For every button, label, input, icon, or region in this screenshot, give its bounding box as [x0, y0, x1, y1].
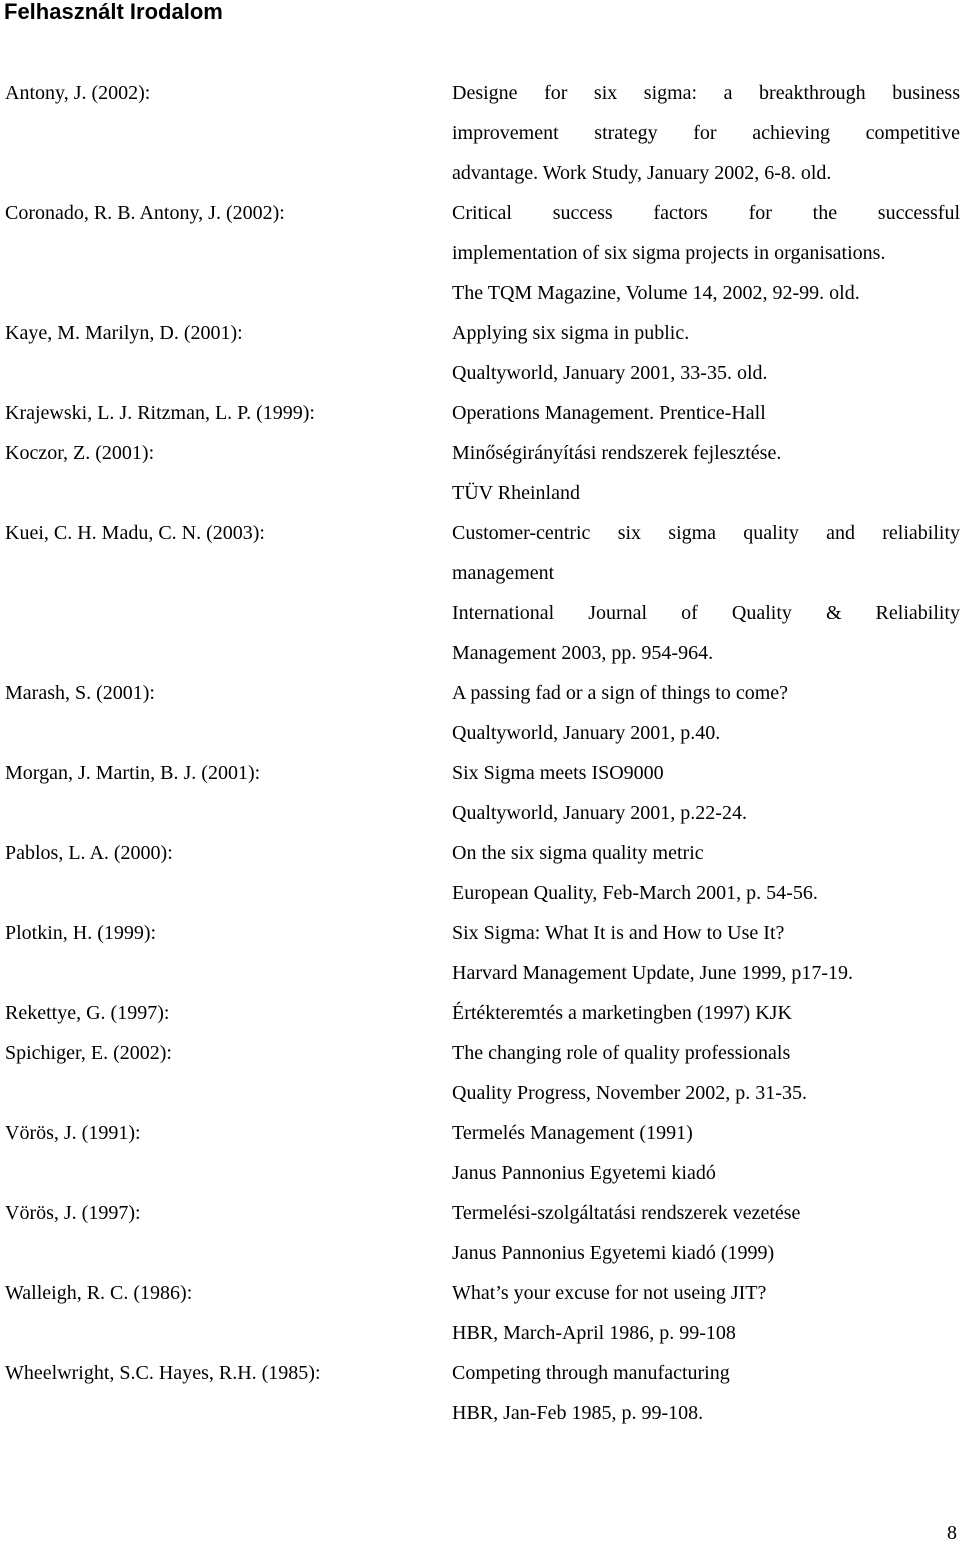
reference-line: advantage. Work Study, January 2002, 6-8. old. — [452, 162, 832, 184]
reference-details — [452, 993, 960, 1033]
reference-details — [452, 913, 960, 993]
reference-entry — [0, 673, 960, 753]
reference-author: Kaye, M. Marilyn, D. (2001): — [5, 322, 243, 344]
reference-author: Vörös, J. (1991): — [5, 1122, 141, 1144]
reference-line: Termelés Management (1991) — [452, 1122, 693, 1144]
reference-details — [452, 833, 960, 913]
reference-entry — [0, 1113, 960, 1193]
reference-line: HBR, March-April 1986, p. 99-108 — [452, 1322, 736, 1344]
reference-list — [0, 73, 960, 1433]
reference-author: Pablos, L. A. (2000): — [5, 842, 173, 864]
reference-details — [452, 73, 960, 193]
reference-details — [452, 393, 960, 433]
reference-author: Antony, J. (2002): — [5, 82, 151, 104]
reference-line: Designe for six sigma: a breakthrough business — [452, 82, 960, 104]
reference-entry — [0, 913, 960, 993]
reference-details — [452, 433, 960, 513]
reference-line: European Quality, Feb-March 2001, p. 54-56. — [452, 882, 818, 904]
reference-details — [452, 193, 960, 313]
page-heading: Felhasznált Irodalom — [4, 0, 223, 24]
reference-author: Spichiger, E. (2002): — [5, 1042, 172, 1064]
reference-line: Harvard Management Update, June 1999, p17-19. — [452, 962, 853, 984]
reference-entry — [0, 313, 960, 393]
reference-line: The TQM Magazine, Volume 14, 2002, 92-99. old. — [452, 282, 860, 304]
page-number: 8 — [947, 1522, 957, 1544]
reference-line: Minőségirányítási rendszerek fejlesztése. — [452, 442, 782, 464]
reference-details — [452, 1353, 960, 1433]
reference-author: Rekettye, G. (1997): — [5, 1002, 170, 1024]
reference-author: Morgan, J. Martin, B. J. (2001): — [5, 762, 261, 784]
reference-line: Competing through manufacturing — [452, 1362, 730, 1384]
reference-details — [452, 513, 960, 673]
reference-entry — [0, 1353, 960, 1433]
reference-author: Marash, S. (2001): — [5, 682, 155, 704]
reference-author: Kuei, C. H. Madu, C. N. (2003): — [5, 522, 265, 544]
reference-line: Janus Pannonius Egyetemi kiadó (1999) — [452, 1242, 775, 1264]
reference-line: implementation of six sigma projects in organisations. — [452, 242, 886, 264]
reference-author: Koczor, Z. (2001): — [5, 442, 155, 464]
reference-line: Management 2003, pp. 954-964. — [452, 642, 714, 664]
reference-entry — [0, 753, 960, 833]
reference-details — [452, 753, 960, 833]
reference-entry — [0, 1193, 960, 1273]
reference-line: Janus Pannonius Egyetemi kiadó — [452, 1162, 716, 1184]
reference-line: Qualtyworld, January 2001, p.40. — [452, 722, 721, 744]
reference-entry — [0, 1273, 960, 1353]
reference-line: Operations Management. Prentice-Hall — [452, 402, 766, 424]
reference-entry — [0, 193, 960, 313]
reference-entry — [0, 393, 960, 433]
reference-line: Customer-centric six sigma quality and reliability — [452, 522, 960, 544]
reference-line: Applying six sigma in public. — [452, 322, 690, 344]
reference-author: Vörös, J. (1997): — [5, 1202, 141, 1224]
reference-entry — [0, 433, 960, 513]
reference-author: Wheelwright, S.C. Hayes, R.H. (1985): — [5, 1362, 321, 1384]
reference-line: On the six sigma quality metric — [452, 842, 704, 864]
reference-line: What’s your excuse for not useing JIT? — [452, 1282, 767, 1304]
reference-line: HBR, Jan-Feb 1985, p. 99-108. — [452, 1402, 704, 1424]
reference-details — [452, 1193, 960, 1273]
reference-line: Six Sigma meets ISO9000 — [452, 762, 664, 784]
reference-line: Termelési-szolgáltatási rendszerek vezetése — [452, 1202, 801, 1224]
reference-line: International Journal of Quality & Reliability — [452, 602, 960, 624]
reference-author: Plotkin, H. (1999): — [5, 922, 157, 944]
reference-author: Walleigh, R. C. (1986): — [5, 1282, 193, 1304]
reference-author: Krajewski, L. J. Ritzman, L. P. (1999): — [5, 402, 315, 424]
reference-entry — [0, 73, 960, 193]
reference-line: Qualtyworld, January 2001, 33-35. old. — [452, 362, 768, 384]
reference-line: Quality Progress, November 2002, p. 31-35. — [452, 1082, 807, 1104]
reference-entry — [0, 833, 960, 913]
reference-line: TÜV Rheinland — [452, 482, 580, 504]
reference-line: improvement strategy for achieving competitive — [452, 122, 960, 144]
reference-line: Six Sigma: What It is and How to Use It? — [452, 922, 785, 944]
reference-entry — [0, 513, 960, 673]
reference-details — [452, 1033, 960, 1113]
reference-details — [452, 1273, 960, 1353]
reference-line: The changing role of quality professionals — [452, 1042, 791, 1064]
reference-line: Critical success factors for the successful — [452, 202, 960, 224]
reference-line: management — [452, 562, 555, 584]
reference-details — [452, 1113, 960, 1193]
reference-line: A passing fad or a sign of things to come? — [452, 682, 789, 704]
reference-author: Coronado, R. B. Antony, J. (2002): — [5, 202, 285, 224]
reference-line: Qualtyworld, January 2001, p.22-24. — [452, 802, 747, 824]
reference-entry — [0, 993, 960, 1033]
reference-line: Értékteremtés a marketingben (1997) KJK — [452, 1002, 792, 1024]
reference-details — [452, 673, 960, 753]
reference-details — [452, 313, 960, 393]
reference-entry — [0, 1033, 960, 1113]
